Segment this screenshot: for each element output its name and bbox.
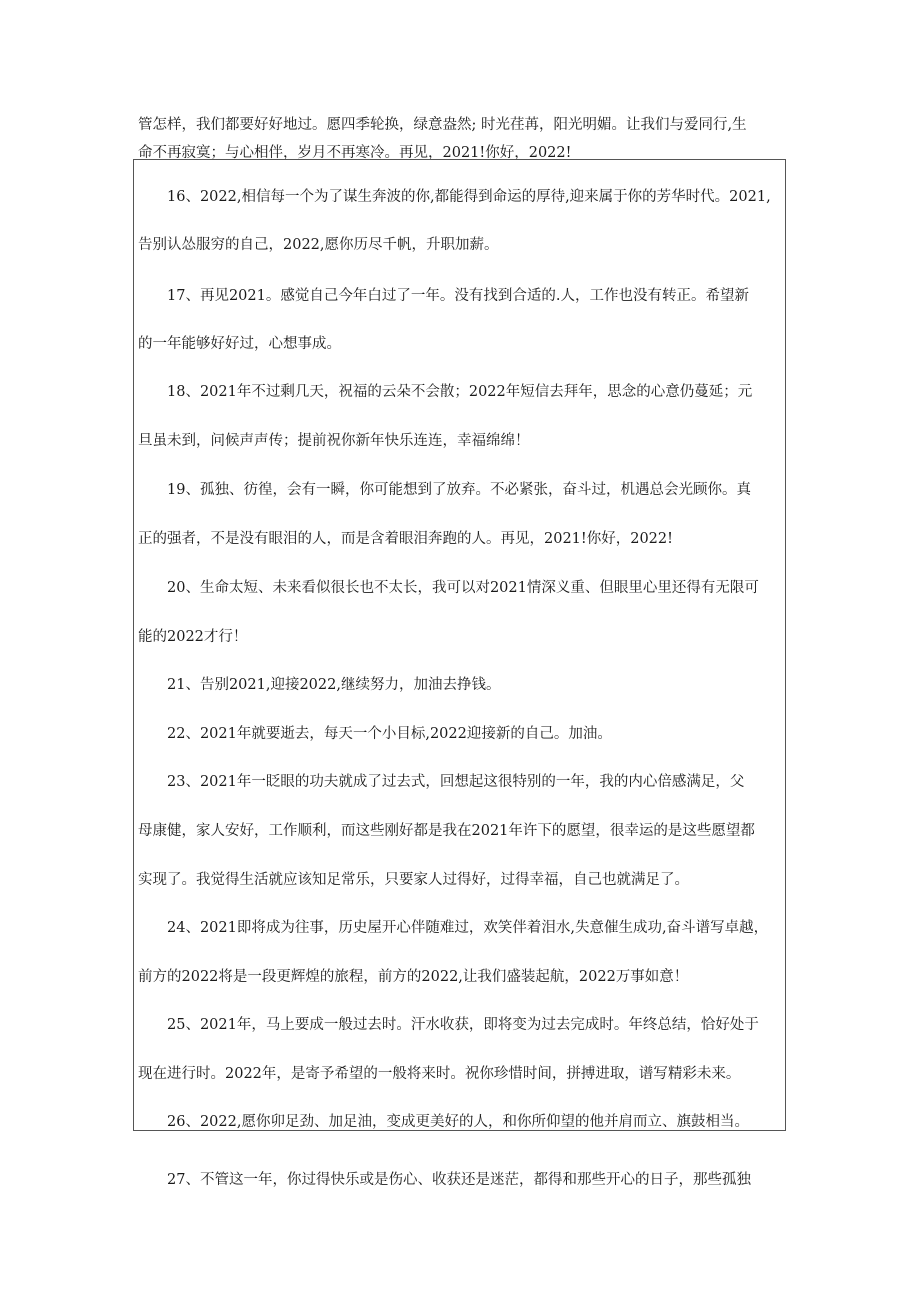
item-16-line-1: 16、2022,相信每一个为了谋生奔波的你,都能得到命运的厚待,迎来属于你的芳华时代。2021, [167,189,771,205]
item-16-line-2: 告别认怂服穷的自己，2022,愿你历尽千帆，升职加薪。 [138,237,499,253]
item-17-line-2: 的一年能够好好过，心想事成。 [138,336,341,352]
item-24-line-2: 前方的2022将是一段更辉煌的旅程，前方的2022,让我们盛装起航，2022万事如意！ [138,969,689,985]
item-23-line-1: 23、2021年一眨眼的功夫就成了过去式，回想起这很特别的一年，我的内心倍感满足，父 [167,774,745,790]
item-25-line-1: 25、2021年，马上要成一般过去时。汗水收获，即将变为过去完成时。年终总结，恰好处于 [167,1017,759,1033]
item-23-line-3: 实现了。我觉得生活就应该知足常乐，只要家人过得好，过得幸福，自己也就满足了。 [138,872,689,888]
item-23-line-2: 母康健，家人安好，工作顺利，而这些刚好都是我在2021年许下的愿望，很幸运的是这些愿望都 [138,823,755,839]
item-20-line-1: 20、生命太短、未来看似很长也不太长，我可以对2021情深义重、但眼里心里还得有无限可 [167,580,759,596]
item-18-line-1: 18、2021年不过剩几天，祝福的云朵不会散；2022年短信去拜年，思念的心意仍蔓延；元 [167,384,753,400]
item-18-line-2: 旦虽未到，问候声声传；提前祝你新年快乐连连，幸福绵绵！ [138,433,530,449]
item-19-line-2: 正的强者，不是没有眼泪的人，而是含着眼泪奔跑的人。再见，2021!你好，2022! [138,531,673,547]
item-27-line-1: 27、不管这一年，你过得快乐或是伤心、收获还是迷茫，都得和那些开心的日子，那些孤独 [167,1172,751,1188]
item-20-line-2: 能的2022才行！ [138,629,248,645]
intro-line-2: 命不再寂寞；与心相伴，岁月不再寒冷。再见，2021!你好，2022! [138,145,572,161]
item-21-line-1: 21、告别2021,迎接2022,继续努力，加油去挣钱。 [167,677,501,693]
item-19-line-1: 19、孤独、彷徨，会有一瞬，你可能想到了放弃。不必紧张，奋斗过，机遇总会光顾你。真 [167,482,751,498]
item-25-line-2: 现在进行时。2022年，是寄予希望的一般将来时。祝你珍惜时间，拼搏进取，谱写精彩未来。 [138,1066,741,1082]
intro-line-1: 管怎样，我们都要好好地过。愿四季轮换，绿意盎然; 时光荏苒，阳光明媚。让我们与爱同行,生 [138,117,747,133]
item-17-line-1: 17、再见2021。感觉自己今年白过了一年。没有找到合适的.人，工作也没有转正。希望新 [167,288,749,304]
item-24-line-1: 24、2021即将成为往事，历史屋开心伴随难过，欢笑伴着泪水,失意催生成功,奋斗谱写卓越， [167,920,769,936]
item-22-line-1: 22、2021年就要逝去，每天一个小目标,2022迎接新的自己。加油。 [167,726,612,742]
item-26-line-1: 26、2022,愿你卯足劲、加足油，变成更美好的人，和你所仰望的他并肩而立、旗鼓相当。 [167,1114,749,1130]
